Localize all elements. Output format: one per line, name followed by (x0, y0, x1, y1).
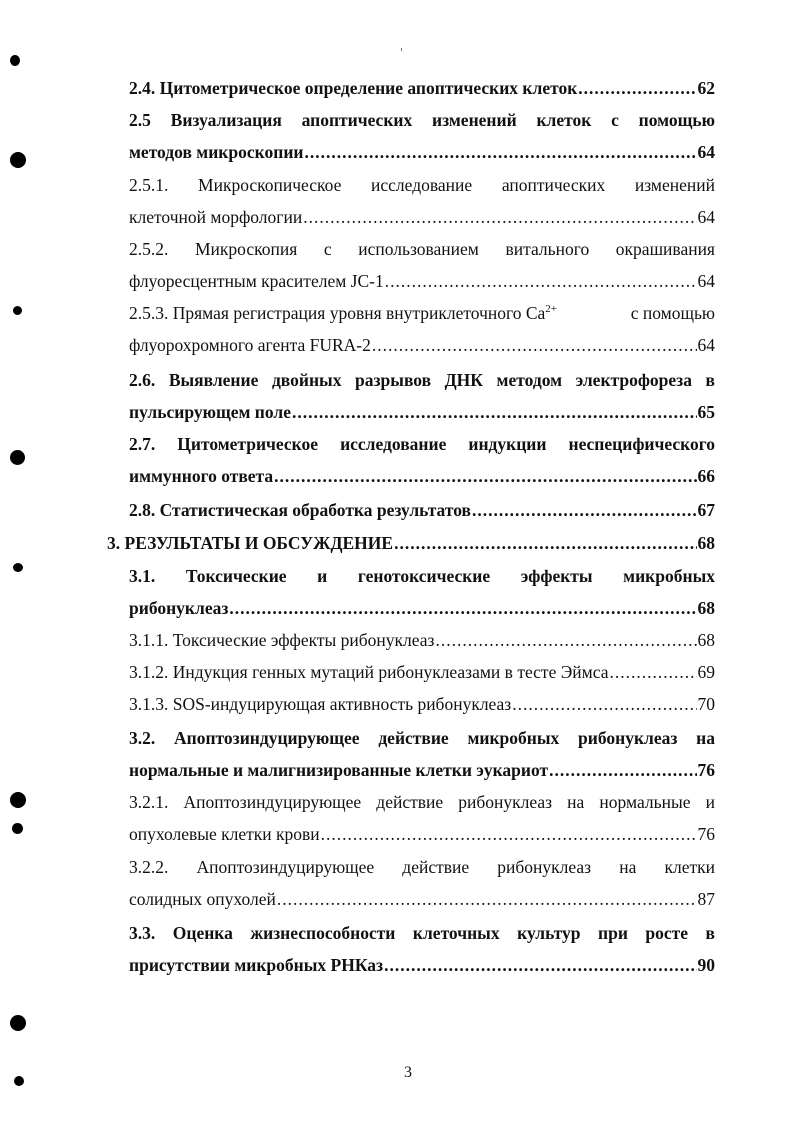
toc-entry-3-2-2 (129, 851, 715, 915)
toc-page-ref: 64 (697, 271, 715, 291)
binder-hole (10, 55, 20, 66)
toc-entry-3-1-3 (129, 688, 715, 720)
toc-page-ref: 70 (697, 694, 715, 714)
toc-leader (303, 201, 696, 233)
toc-line: 2.6. Выявление двойных разрывов ДНК методом электрофореза в (129, 370, 715, 390)
toc-page-ref: 64 (697, 207, 715, 227)
toc-leader (321, 818, 697, 850)
toc-line: 3.1. Токсические и генотоксические эффекты микробных (129, 566, 715, 586)
toc-line (129, 297, 715, 329)
toc-line (129, 688, 715, 720)
toc-line (129, 201, 715, 233)
binder-hole (13, 306, 22, 315)
toc-line (129, 949, 715, 981)
toc-line (129, 136, 715, 168)
toc-entry-title: рибонуклеаз (129, 598, 229, 618)
toc-line (129, 624, 715, 656)
binder-hole (10, 792, 26, 808)
binder-hole (14, 1076, 24, 1086)
binder-hole (13, 563, 23, 572)
toc-entry-2-5 (129, 104, 715, 168)
toc-entry-title: иммунного ответа (129, 466, 274, 486)
toc-line (129, 460, 715, 492)
superscript: 2+ (545, 303, 558, 316)
toc-entry-title: 2.5.3. Прямая регистрация уровня внутриклеточного $Ca^{2+}$ (129, 303, 558, 323)
toc-entry-2-8 (129, 494, 715, 526)
toc-entry-title-continued: с помощью (626, 303, 715, 323)
toc-entry-2-5-3 (129, 297, 715, 361)
toc-line: 2.5.2. Микроскопия с использованием витального окрашивания (129, 239, 715, 259)
toc-page-ref: 68 (697, 533, 715, 553)
toc-entry-2-7 (129, 428, 715, 492)
toc-leader (549, 754, 696, 786)
toc-entry-3-2-1 (129, 786, 715, 850)
toc-line: 2.5 Визуализация апоптических изменений клеток с помощью (129, 110, 715, 130)
toc-leader (384, 949, 696, 981)
toc-line: 2.7. Цитометрическое исследование индукции неспецифического (129, 434, 715, 454)
binder-hole (12, 823, 23, 834)
toc-leader (372, 329, 697, 361)
toc-entry-title: пульсирующем поле (129, 402, 291, 422)
toc-entry-title: 3.1.3. SOS-индуцирующая активность рибонуклеаз (129, 694, 512, 714)
toc-entry-chapter-3 (107, 527, 715, 559)
toc-leader (229, 592, 696, 624)
toc-leader (385, 265, 697, 297)
toc-page-ref: 76 (697, 760, 715, 780)
toc-entry-title: солидных опухолей (129, 889, 276, 909)
toc-line (129, 754, 715, 786)
toc-line: 2.5.1. Микроскопическое исследование апоптических изменений (129, 175, 715, 195)
toc-line (129, 883, 715, 915)
toc-entry-title: методов микроскопии (129, 142, 304, 162)
toc-line (129, 329, 715, 361)
toc-page-ref: 64 (697, 335, 715, 355)
toc-leader (435, 624, 696, 656)
toc-entry-3-2 (129, 722, 715, 786)
toc-line: 3.2.1. Апоптозиндуцирующее действие рибонуклеаз на нормальные и (129, 792, 715, 812)
toc-line (129, 818, 715, 850)
toc-page-ref: 90 (697, 955, 715, 975)
toc-entry-title: 3.1.2. Индукция генных мутаций рибонуклеазами в тесте Эймса (129, 662, 609, 682)
toc-page-ref: 68 (697, 630, 715, 650)
toc-entry-title: 3. РЕЗУЛЬТАТЫ И ОБСУЖДЕНИЕ (107, 533, 394, 553)
toc-page-ref: 62 (697, 78, 715, 98)
toc-entry-title: опухолевые клетки крови (129, 824, 320, 844)
toc-leader (609, 656, 696, 688)
toc-entry-3-3 (129, 917, 715, 981)
toc-line (129, 592, 715, 624)
toc-page-ref: 76 (697, 824, 715, 844)
binder-hole (10, 152, 26, 168)
toc-leader (512, 688, 696, 720)
toc-entry-2-6 (129, 364, 715, 428)
toc-leader (292, 396, 697, 428)
toc-line (129, 396, 715, 428)
toc-page-ref: 69 (697, 662, 715, 682)
page-number: 3 (404, 1064, 412, 1081)
toc-entry-title: флуоресцентным красителем JC-1 (129, 271, 384, 291)
toc-page-ref: 66 (697, 466, 715, 486)
toc-entry-3-1-2 (129, 656, 715, 688)
toc-line (107, 527, 715, 559)
toc-leader (274, 460, 696, 492)
toc-entry-title: 2.4. Цитометрическое определение апоптических клеток (129, 78, 578, 98)
toc-line (129, 494, 715, 526)
toc-line (129, 72, 715, 104)
toc-entry-3-1-1 (129, 624, 715, 656)
toc-entry-title: 2.8. Статистическая обработка результатов (129, 500, 471, 520)
toc-leader (578, 72, 696, 104)
toc-entry-title: нормальные и малигнизированные клетки эукариот (129, 760, 549, 780)
toc-entry-title: присутствии микробных РНКаз (129, 955, 384, 975)
toc-leader (277, 883, 697, 915)
toc-entry-3-1 (129, 560, 715, 624)
toc-line: 3.3. Оценка жизнеспособности клеточных культур при росте в (129, 923, 715, 943)
binder-hole (10, 450, 25, 465)
toc-line (129, 656, 715, 688)
toc-entry-title: флуорохромного агента FURA-2 (129, 335, 371, 355)
scan-speck (401, 48, 402, 51)
toc-entry-2-4 (129, 72, 715, 104)
toc-page-ref: 65 (697, 402, 715, 422)
toc-line (129, 265, 715, 297)
toc-leader (394, 527, 696, 559)
binder-hole (10, 1015, 26, 1031)
toc-entry-2-5-1 (129, 169, 715, 233)
toc-page-ref: 68 (697, 598, 715, 618)
toc-page-ref: 87 (697, 889, 715, 909)
toc-line: 3.2.2. Апоптозиндуцирующее действие рибонуклеаз на клетки (129, 857, 715, 877)
toc-entry-2-5-2 (129, 233, 715, 297)
toc-entry-title: клеточной морфологии (129, 207, 303, 227)
toc-entry-title: 3.1.1. Токсические эффекты рибонуклеаз (129, 630, 435, 650)
toc-line: 3.2. Апоптозиндуцирующее действие микробных рибонуклеаз на (129, 728, 715, 748)
toc-leader (472, 494, 697, 526)
toc-leader (304, 136, 696, 168)
toc-page-ref: 67 (697, 500, 715, 520)
toc-page-ref: 64 (697, 142, 715, 162)
